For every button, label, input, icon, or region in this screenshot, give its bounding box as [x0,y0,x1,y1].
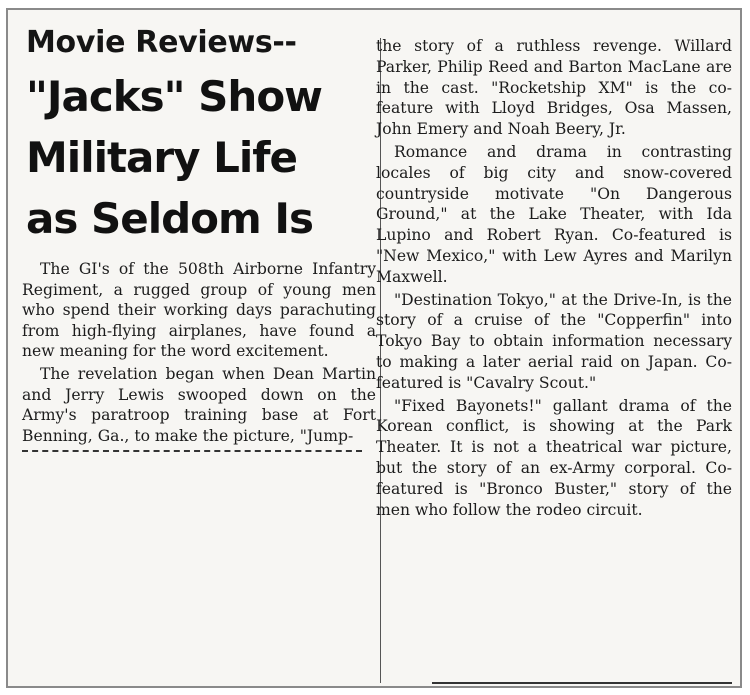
newspaper-clipping [6,8,742,688]
headline-line-1: "Jacks" Show [26,72,322,121]
right-column [376,36,732,520]
end-rule [432,682,732,684]
headline-line-2: Military Life [26,133,298,182]
section-kicker: Movie Reviews-- [26,25,297,60]
right-body [376,36,732,520]
headline [26,66,376,249]
left-body [22,259,376,446]
continuation-cut-line [22,450,362,452]
paragraph: the story of a ruthless revenge. Willard Parker, Philip Reed and Barton MacLane are in the cast. "Rocketship XM" is the co-feature with Lloyd Bridges, Osa Massen, John Emery and Noah Beery, Jr. [376,37,732,139]
paragraph: "Destination Tokyo," at the Drive-In, is the story of a cruise of the "Copperfin" into Tokyo Bay to obtain information necessary to making a later aerial raid on Japan. Co-featured is "Cavalry Scout." [376,290,732,392]
paragraph: Romance and drama in contrasting locales of big city and snow-covered countryside motivate "On Dangerous Ground," at the Lake Theater, with Ida Lupino and Robert Ryan. Co-featured is "New Mexico," with Lew Ayres and Marilyn Maxwell. [376,142,732,286]
headline-line-3: as Seldom Is [26,194,314,243]
paragraph: "Fixed Bayonets!" gallant drama of the Korean conflict, is showing at the Park Theater. It is not a theatrical war picture, but the story of an ex-Army corporal. Co-featured is "Bronco Buster," story of the men who follow the rodeo circuit. [376,396,732,519]
left-column [22,24,376,452]
paragraph: The GI's of the 508th Airborne Infantry Regiment, a rugged group of young men who spend their working days parachuting from high-flying airplanes, have found a new meaning for the word excitement. [22,260,376,361]
paragraph: The revelation began when Dean Martin and Jerry Lewis swooped down on the Army's paratroop training base at Fort Benning, Ga., to make the picture, "Jump- [22,364,376,445]
